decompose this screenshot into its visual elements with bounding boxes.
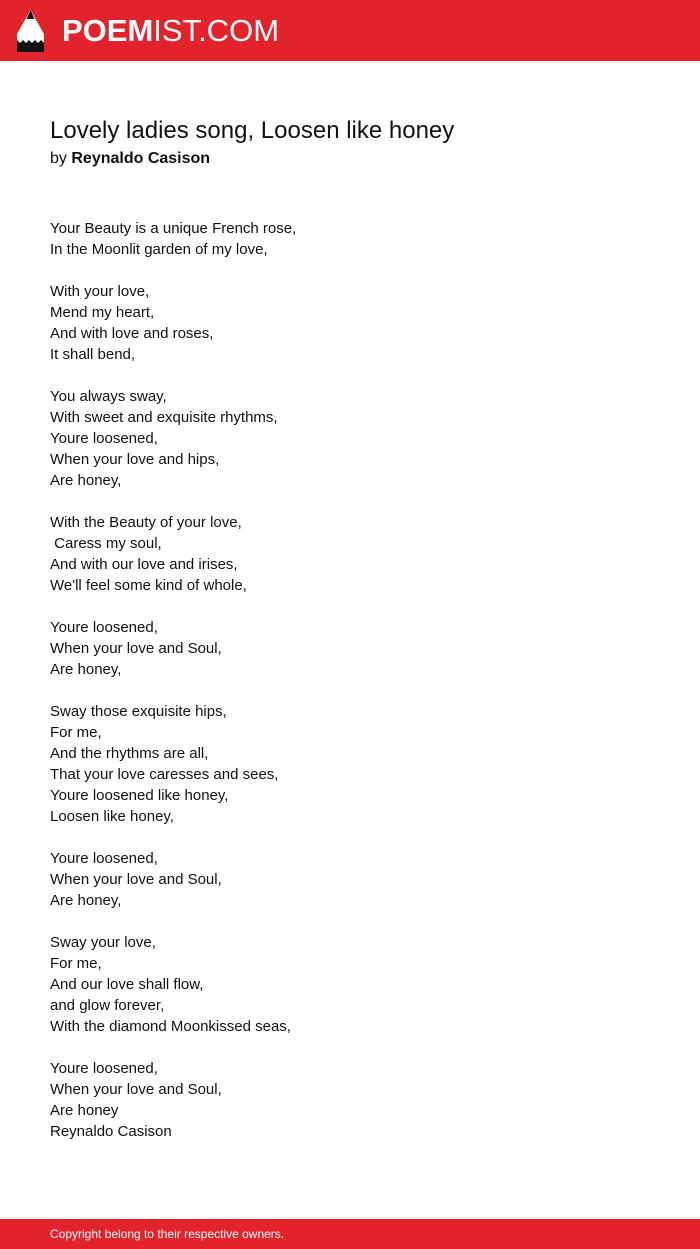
site-logo[interactable]: [17, 9, 279, 53]
by-label: by: [50, 150, 67, 167]
byline: [50, 149, 210, 169]
logo-text-light: IST.COM: [153, 13, 280, 48]
logo-wordmark: [62, 9, 279, 53]
site-footer: [0, 1219, 700, 1249]
pencil-tip-icon: [17, 10, 44, 52]
poem-body: Your Beauty is a unique French rose, In the Moonlit garden of my love, With your love, Mend my heart, And with love and roses, It shall bend, You always sway, With sweet and exquisite rhythms, Youre loosened, When your love and hips, Are honey, With the Beauty of your love, Caress my soul, And with our love and irises, We'll feel some kind of whole, Youre loosened, When your love and Soul, Are honey, Sway those exquisite hips, For me, And the rhythms are all, That your love caresses and sees, Youre loosened like honey, Loosen like honey, Youre loosened, When your love and Soul, Are honey, Sway your love, For me, And our love shall flow, and glow forever, With the diamond Moonkissed seas, Youre loosened, When your love and Soul, Are honey Reynaldo Casison: [50, 220, 297, 1140]
poem-title: Lovely ladies song, Loosen like honey: [50, 117, 455, 144]
site-header: [0, 0, 700, 61]
copyright-notice: Copyright belong to their respective owners.: [50, 1227, 285, 1241]
logo-text-bold: POEM: [62, 13, 154, 48]
author-name: Reynaldo Casison: [71, 150, 211, 167]
